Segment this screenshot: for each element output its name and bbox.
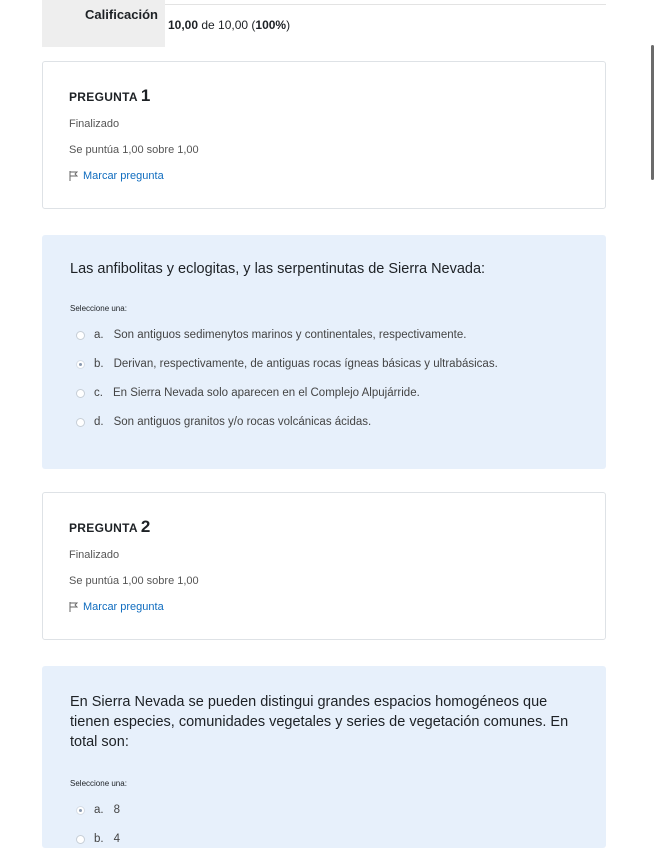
flag-question-label[interactable]: Marcar pregunta <box>83 170 164 182</box>
question-2-content <box>42 666 606 848</box>
question-1-info <box>42 61 606 209</box>
radio-button[interactable] <box>76 835 85 844</box>
radio-button-selected[interactable] <box>76 360 85 369</box>
flag-question-link[interactable] <box>69 170 164 182</box>
option-text: Son antiguos sedimenytos marinos y continentales, respectivamente. <box>113 329 467 341</box>
radio-button-selected[interactable] <box>76 806 85 815</box>
radio-button[interactable] <box>76 418 85 427</box>
answer-option-c[interactable] <box>76 387 420 399</box>
answer-prompt: Seleccione una: <box>70 304 127 313</box>
option-letter: c. <box>94 387 103 399</box>
radio-button[interactable] <box>76 331 85 340</box>
question-grade: Se puntúa 1,00 sobre 1,00 <box>69 144 199 156</box>
option-text: Son antiguos granitos y/o rocas volcánicas ácidas. <box>113 416 372 428</box>
grade-summary <box>42 0 606 48</box>
answer-option-a[interactable] <box>76 329 466 341</box>
flag-question-link[interactable] <box>69 601 164 613</box>
grade-end: ) <box>286 18 291 32</box>
answer-option-a[interactable] <box>76 804 120 816</box>
answer-option-b[interactable] <box>76 833 120 845</box>
option-text: 8 <box>113 804 120 816</box>
scrollbar-thumb[interactable] <box>651 45 654 180</box>
option-text: Derivan, respectivamente, de antiguas rocas ígneas básicas y ultrabásicas. <box>113 358 498 370</box>
option-letter: b. <box>94 833 104 845</box>
option-letter: b. <box>94 358 104 370</box>
question-number: 2 <box>140 517 151 536</box>
answer-option-d[interactable] <box>76 416 371 428</box>
option-text: 4 <box>113 833 120 845</box>
question-state: Finalizado <box>69 118 120 130</box>
grade-percent: 100% <box>255 18 287 32</box>
flag-icon <box>69 602 78 612</box>
option-text: En Sierra Nevada solo aparecen en el Complejo Alpujárride. <box>112 387 420 399</box>
question-number: 1 <box>140 86 151 105</box>
question-grade: Se puntúa 1,00 sobre 1,00 <box>69 575 199 587</box>
grade-mid: de 10,00 ( <box>198 18 256 32</box>
option-letter: d. <box>94 416 104 428</box>
question-label: PREGUNTA <box>69 521 138 535</box>
option-letter: a. <box>94 329 104 341</box>
question-label: PREGUNTA <box>69 90 138 104</box>
answer-prompt: Seleccione una: <box>70 779 127 788</box>
flag-question-label[interactable]: Marcar pregunta <box>83 601 164 613</box>
question-2-info <box>42 492 606 640</box>
question-title <box>69 86 151 106</box>
grade-score: 10,00 <box>168 18 199 32</box>
question-text: Las anfibolitas y eclogitas, y las serpentinutas de Sierra Nevada: <box>70 261 486 277</box>
grade-value <box>168 18 290 32</box>
grade-label: Calificación <box>42 0 165 47</box>
radio-button[interactable] <box>76 389 85 398</box>
option-letter: a. <box>94 804 104 816</box>
question-text: En Sierra Nevada se pueden distingui grandes espacios homogéneos que tienen especies, comunidades vegetales y series de vegetación comunes. En total son: <box>70 694 569 750</box>
question-1-content <box>42 235 606 469</box>
question-state: Finalizado <box>69 549 120 561</box>
answer-option-b[interactable] <box>76 358 498 370</box>
flag-icon <box>69 171 78 181</box>
question-title <box>69 517 151 537</box>
